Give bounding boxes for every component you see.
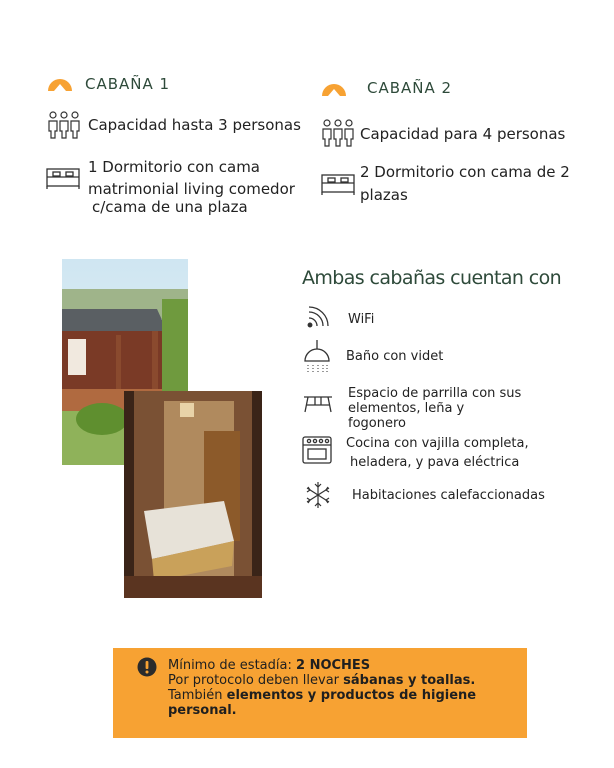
amenity-kitchen-line1: Cocina con vajilla completa, <box>346 436 529 451</box>
cabin1-rooms-line3: c/cama de una plaza <box>92 198 248 216</box>
notice-text <box>168 658 476 718</box>
sunrise-icon <box>320 76 348 98</box>
bedroom-photo <box>124 391 262 598</box>
notice-line2-bold: sábanas y toallas. <box>343 673 476 688</box>
cabin1-capacity: Capacidad hasta 3 personas <box>88 116 301 134</box>
min-stay-value: 2 NOCHES <box>296 658 371 673</box>
cabin1-rooms-line1: 1 Dormitorio con cama <box>88 158 261 176</box>
notice-line1 <box>168 658 476 673</box>
amenity-bathroom-text: Baño con videt <box>346 349 444 364</box>
notice-line2-text: Por protocolo deben llevar <box>168 673 344 688</box>
amenity-grill-line1: Espacio de parrilla con sus <box>348 386 522 401</box>
notice-line2 <box>168 673 476 688</box>
amenity-grill-line2: elementos, leña y <box>348 401 465 416</box>
cabin2-rooms-line1: 2 Dormitorio con cama de 2 <box>360 163 570 181</box>
cabin2-capacity: Capacidad para 4 personas <box>360 125 566 143</box>
shower-icon <box>302 339 332 375</box>
amenity-grill-line3: fogonero <box>348 416 406 431</box>
cabin1-title: CABAÑA 1 <box>85 75 171 93</box>
notice-line3-text: También <box>168 688 227 703</box>
notice-line4-bold: personal. <box>168 703 237 718</box>
cabin1-rooms-line2: matrimonial living comedor <box>88 180 295 198</box>
alert-icon <box>137 657 157 677</box>
notice-line3 <box>168 688 476 703</box>
cabin2-title: CABAÑA 2 <box>367 79 453 97</box>
bed-icon <box>45 166 81 190</box>
people-icon <box>321 119 355 147</box>
notice-line3-bold: elementos y productos de higiene <box>226 688 477 703</box>
amenity-kitchen-line2: heladera, y pava eléctrica <box>350 455 520 470</box>
notice-line4 <box>168 703 476 718</box>
amenity-heating-text: Habitaciones calefaccionadas <box>352 488 545 503</box>
wifi-icon <box>305 306 331 330</box>
grill-icon <box>303 393 333 413</box>
heating-icon <box>304 480 332 510</box>
cabin2-rooms-line2: plazas <box>360 186 408 204</box>
amenities-heading: Ambas cabañas cuentan con <box>302 267 562 289</box>
stove-icon <box>302 436 332 464</box>
notice-box <box>113 648 527 738</box>
min-stay-label: Mínimo de estadía: <box>168 658 296 673</box>
people-icon <box>47 111 81 139</box>
bed-icon <box>320 172 356 196</box>
amenity-wifi-text: WiFi <box>348 312 375 327</box>
sunrise-icon <box>46 71 74 93</box>
